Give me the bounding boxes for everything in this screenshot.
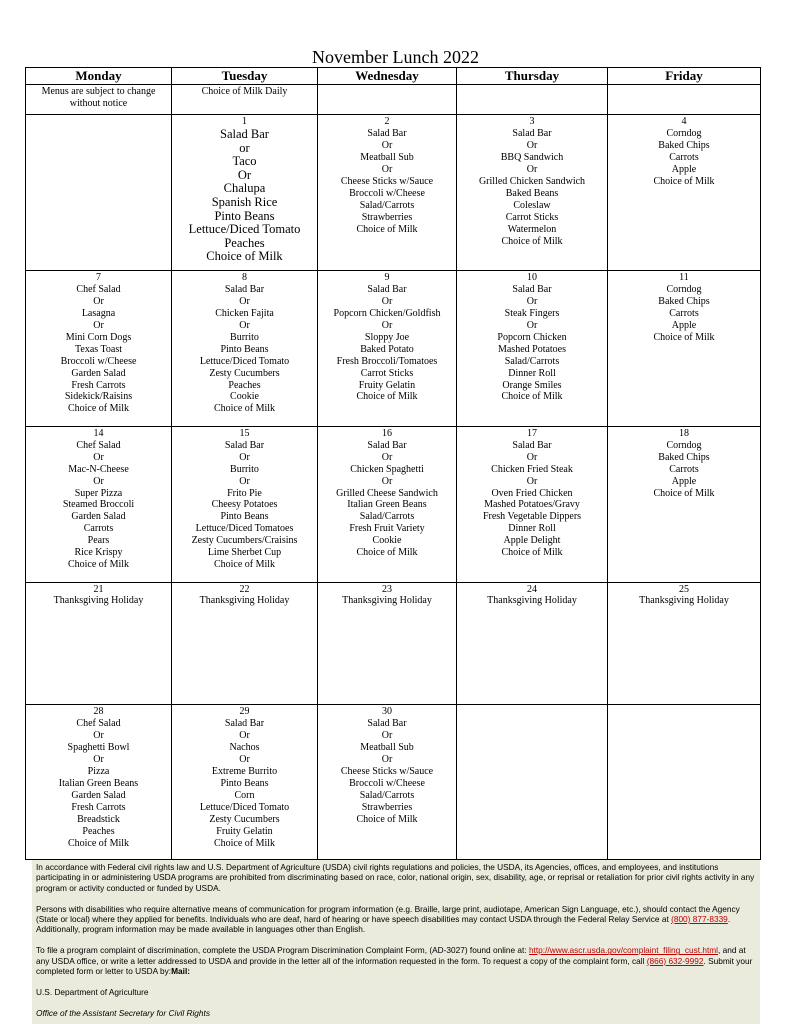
menu-item: Oven Fried Chicken (491, 487, 573, 499)
menu-item: Meatball Sub (360, 742, 414, 754)
menu-item: BBQ Sandwich (500, 152, 564, 163)
statement-paragraph (36, 1008, 756, 1018)
menu-item: Choice of Milk (67, 403, 130, 415)
menu-item: Broccoli w/Cheese (349, 187, 425, 199)
week-row (26, 270, 761, 426)
menu-item: Lettuce/Diced Tomato (188, 223, 301, 237)
day-cell-wednesday (318, 582, 457, 705)
menu-item: Baked Beans (505, 187, 559, 199)
day-cell-thursday (457, 426, 608, 582)
statement-paragraph (36, 904, 756, 935)
menu-item: Choice of Milk (356, 547, 418, 559)
day-header-monday: Monday (26, 68, 172, 85)
menu-item: Salad/Carrots (359, 199, 415, 211)
menu-item: or (239, 141, 250, 155)
menu-item: Or (93, 753, 104, 765)
office-name: Office of the Assistant Secretary for Civil Rights (36, 1007, 210, 1018)
menu-item: Choice of Milk (501, 547, 563, 559)
menu-list (319, 271, 455, 403)
note-cell (172, 85, 318, 115)
day-cell-tuesday (172, 270, 318, 426)
menu-list (173, 427, 316, 571)
lunch-calendar (25, 67, 761, 860)
menu-item: Zesty Cucumbers (209, 813, 280, 825)
menu-item: Choice of Milk (213, 837, 276, 849)
menu-item: Carrots (83, 523, 114, 535)
day-cell-thursday (457, 115, 608, 271)
menu-item: Garden Salad (71, 789, 126, 801)
date-number: 10 (527, 271, 537, 283)
menu-item: Nachos (229, 742, 260, 754)
menu-item: Peaches (228, 379, 261, 391)
note-cell (608, 85, 761, 115)
date-number: 23 (382, 583, 392, 595)
week-row (26, 115, 761, 271)
menu-item: Burrito (230, 463, 259, 475)
statement-text: . Additionally, program information may be made available in languages other than English. (36, 914, 731, 935)
menu-list (173, 583, 316, 608)
menu-item: Or (526, 319, 538, 331)
menu-item: Fruity Gelatin (358, 379, 416, 391)
menu-item: Corndog (666, 283, 702, 295)
note-cell (457, 85, 608, 115)
menu-item: Salad Bar (367, 439, 407, 451)
menu-item: Fresh Carrots (71, 801, 126, 813)
complaint-form-link[interactable]: http://www.ascr.usda.gov/complaint_filing_cust.html (528, 945, 719, 956)
menu-item: Apple Delight (503, 535, 561, 547)
menu-item: Meatball Sub (360, 152, 414, 163)
day-header-thursday: Thursday (457, 68, 608, 85)
menu-item: Or (93, 451, 104, 463)
menu-item: Salad/Carrots (359, 511, 415, 523)
day-cell-wednesday (318, 705, 457, 860)
menu-item: Chalupa (223, 182, 266, 196)
menu-item: Baked Chips (658, 295, 710, 307)
date-number: 11 (679, 271, 689, 283)
note-line: Menus are subject to change (41, 86, 156, 97)
week-row (26, 705, 761, 860)
day-cell-friday (608, 115, 761, 271)
menu-list (319, 583, 455, 608)
menu-list (609, 271, 759, 344)
menu-item: Mini Corn Dogs (65, 331, 132, 343)
menu-item: Sloppy Joe (364, 331, 410, 343)
menu-item: Or (381, 753, 393, 765)
day-cell-tuesday (172, 582, 318, 705)
menu-item: Pinto Beans (214, 209, 275, 223)
menu-item: Salad Bar (224, 718, 265, 730)
menu-list (27, 271, 170, 415)
menu-item: Popcorn Chicken/Goldfish (333, 307, 441, 319)
menu-list (458, 705, 606, 706)
day-cell-friday (608, 270, 761, 426)
menu-item: Thanksgiving Holiday (199, 595, 290, 607)
day-cell-wednesday (318, 270, 457, 426)
menu-item: Fresh Broccoli/Tomatoes (336, 355, 438, 367)
menu-item: Salad Bar (220, 128, 269, 142)
menu-item: Or (381, 730, 393, 742)
week-row (26, 426, 761, 582)
menu-item: Salad/Carrots (359, 789, 415, 801)
menu-item: Baked Chips (658, 451, 710, 463)
day-header-wednesday: Wednesday (318, 68, 457, 85)
day-cell-thursday (457, 705, 608, 860)
menu-item: Chicken Spaghetti (350, 463, 424, 475)
menu-item: Sidekick/Raisins (64, 391, 133, 403)
menu-item: Fresh Carrots (71, 379, 126, 391)
menu-item: Or (526, 475, 538, 487)
menu-item: Chicken Fried Steak (491, 463, 573, 475)
date-number: 17 (527, 427, 537, 439)
statement-text: In accordance with Federal civil rights law and U.S. Department of Agriculture (USDA) civil rights regulations and policies, the USDA, its Agencies, offices, and employees, and institutions participating in or administering USDA programs are prohibited from discriminating based on race, color, national origin, sex, disability, age, or reprisal or retaliation for prior civil rights activity in any program or activity conducted or funded by USDA. (36, 862, 755, 893)
menu-list (319, 705, 455, 826)
day-cell-tuesday (172, 705, 318, 860)
menu-list (27, 583, 170, 608)
date-number: 22 (239, 583, 250, 595)
relay-phone-link[interactable]: (800) 877-8339 (671, 914, 728, 925)
menu-item: Choice of Milk (213, 559, 276, 571)
menu-item: Salad Bar (367, 718, 407, 730)
menu-item: Strawberries (361, 211, 413, 223)
menu-list (458, 583, 606, 608)
menu-item: Fruity Gelatin (216, 825, 273, 837)
date-number: 4 (681, 116, 687, 128)
menu-item: Cookie (230, 391, 259, 403)
menu-item: Corndog (666, 439, 702, 451)
day-cell-friday (608, 426, 761, 582)
day-cell-thursday (457, 270, 608, 426)
statement-paragraph (36, 862, 756, 893)
menu-item: Carrots (669, 152, 699, 163)
menu-item: Cheesy Potatoes (211, 499, 278, 511)
menu-item: Watermelon (507, 223, 557, 235)
menu-item: Salad Bar (367, 128, 407, 140)
note-cell (318, 85, 457, 115)
statement-paragraph (36, 987, 756, 997)
menu-item: Thanksgiving Holiday (53, 595, 144, 607)
menu-item: Or (381, 163, 393, 175)
menu-list (27, 115, 170, 116)
menu-item: Chef Salad (76, 718, 121, 730)
menu-item: Mac-N-Cheese (68, 463, 129, 475)
menu-list (458, 427, 606, 559)
menu-item: Taco (232, 155, 257, 169)
menu-item: Choice of Milk (501, 391, 563, 403)
menu-item: Italian Green Beans (347, 499, 427, 511)
week-row (26, 582, 761, 705)
menu-item: Choice of Milk (653, 487, 715, 499)
menu-item: Or (93, 295, 104, 307)
menu-list (173, 271, 316, 415)
date-number: 3 (529, 116, 535, 128)
menu-item: Carrot Sticks (360, 367, 414, 379)
menu-item: Choice of Milk (653, 175, 715, 187)
menu-list (458, 271, 606, 403)
menu-item: Mashed Potatoes/Gravy (484, 499, 580, 511)
menu-item: Dinner Roll (508, 367, 556, 379)
menu-item: Pinto Beans (220, 511, 269, 523)
day-cell-thursday (457, 582, 608, 705)
day-header-tuesday: Tuesday (172, 68, 318, 85)
menu-item: Pears (87, 535, 110, 547)
date-number: 15 (239, 427, 250, 439)
menu-item: Breadstick (77, 813, 120, 825)
menu-item: Lime Sherbet Cup (207, 547, 282, 559)
day-cell-monday (26, 582, 172, 705)
menu-item: Apple (671, 319, 697, 331)
menu-item: Or (381, 451, 393, 463)
menu-item: Thanksgiving Holiday (342, 595, 432, 607)
statement-paragraph (36, 945, 756, 976)
menu-list (27, 705, 170, 849)
menu-list (319, 115, 455, 236)
menu-item: Or (239, 451, 250, 463)
menu-item: Lettuce/Diced Tomato (199, 355, 290, 367)
menu-item: Spanish Rice (211, 196, 278, 210)
menu-item: Garden Salad (71, 511, 126, 523)
menu-item: Chef Salad (76, 283, 121, 295)
date-number: 2 (384, 116, 390, 128)
menu-item: Carrot Sticks (505, 211, 559, 223)
menu-item: Zesty Cucumbers (209, 367, 280, 379)
menu-item: Corndog (666, 128, 702, 140)
menu-item: Baked Chips (658, 140, 710, 152)
menu-item: Mashed Potatoes (497, 343, 567, 355)
menu-item: Or (381, 319, 393, 331)
day-cell-tuesday (172, 115, 318, 271)
menu-item: Or (381, 295, 393, 307)
menu-list (27, 427, 170, 571)
menu-item: Or (237, 168, 252, 182)
day-cell-friday (608, 582, 761, 705)
menu-item: Choice of Milk (356, 813, 418, 825)
menu-item: Cheese Sticks w/Sauce (340, 765, 434, 777)
menu-item: Salad Bar (512, 439, 552, 451)
menu-item: Choice of Milk (67, 559, 130, 571)
date-number: 7 (96, 271, 101, 283)
menu-item: Grilled Cheese Sandwich (336, 487, 438, 499)
menu-item: Or (239, 475, 250, 487)
day-cell-friday (608, 705, 761, 860)
menu-item: Baked Potato (360, 343, 414, 355)
menu-item: Chef Salad (76, 439, 121, 451)
menu-item: Chicken Fajita (215, 307, 274, 319)
menu-list (319, 427, 455, 559)
day-cell-wednesday (318, 115, 457, 271)
menu-list (458, 115, 606, 247)
statement-text: To file a program complaint of discrimination, complete the USDA Program Discrimination Complaint Form, (AD-3027) found online at: (36, 945, 529, 956)
menu-item: Strawberries (361, 801, 413, 813)
menu-item: Apple (671, 163, 697, 175)
menu-item: Grilled Chicken Sandwich (478, 175, 586, 187)
note-line: Choice of Milk Daily (201, 86, 288, 97)
menu-item: Choice of Milk (206, 250, 283, 264)
date-number: 8 (242, 271, 247, 283)
page-title: November Lunch 2022 (312, 47, 479, 67)
day-header-row (26, 68, 761, 85)
menu-item: Lettuce/Diced Tomato (199, 801, 290, 813)
menu-item: Lettuce/Diced Tomatoes (195, 523, 294, 535)
menu-item: Frito Pie (227, 487, 262, 499)
menu-list (609, 705, 759, 706)
menu-list (609, 427, 759, 500)
menu-item: Choice of Milk (356, 223, 418, 235)
menu-item: Texas Toast (74, 343, 123, 355)
menu-item: Garden Salad (71, 367, 126, 379)
menu-list (609, 115, 759, 188)
menu-item: Rice Krispy (74, 547, 123, 559)
menu-item: Salad Bar (224, 283, 265, 295)
menu-list (173, 115, 316, 264)
menu-list (173, 705, 316, 849)
menu-item: Or (526, 163, 538, 175)
usda-nondiscrimination-statement (32, 860, 760, 1024)
menu-item: Apple (671, 475, 697, 487)
menu-item: Salad/Carrots (504, 355, 560, 367)
statement-text: , and at any USDA office, or write a letter addressed to USDA and provide in the letter all of the information requested in the form. To request a copy of the complaint form, call (36, 945, 746, 966)
date-number: 29 (239, 706, 250, 718)
notes-row (26, 85, 761, 115)
menu-item: Broccoli w/Cheese (349, 777, 425, 789)
date-number: 21 (93, 583, 104, 595)
day-cell-wednesday (318, 426, 457, 582)
menu-item: Cookie (372, 535, 402, 547)
menu-item: Cheese Sticks w/Sauce (340, 175, 434, 187)
menu-item: Or (239, 753, 250, 765)
date-number: 30 (382, 706, 392, 718)
date-number: 28 (93, 706, 104, 718)
day-header-friday: Friday (608, 68, 761, 85)
menu-item: Salad Bar (224, 439, 265, 451)
menu-item: Steak Fingers (504, 307, 560, 319)
menu-item: Or (93, 730, 104, 742)
menu-item: Fresh Fruit Variety (349, 523, 425, 535)
date-number: 16 (382, 427, 392, 439)
menu-list (609, 583, 759, 608)
note-line: without notice (69, 98, 128, 109)
menu-item: Or (381, 475, 393, 487)
menu-item: Pinto Beans (220, 777, 269, 789)
menu-item: Or (239, 319, 250, 331)
note-cell (26, 85, 172, 115)
menu-item: Corn (234, 789, 255, 801)
statement-text: Persons with disabilities who require alternative means of communication for program information (e.g. Braille, large print, audiotape, American Sign Language, etc.), should contact the Agency (State or local) where they applied for benefits. Individuals who are deaf, hard of hearing or have speech disabilities may contact USDA through the Federal Relay Service at (36, 903, 740, 925)
menu-item: Italian Green Beans (58, 777, 139, 789)
menu-item: Dinner Roll (508, 523, 556, 535)
menu-item: Or (526, 140, 538, 152)
menu-item: Thanksgiving Holiday (487, 595, 577, 607)
menu-item: Orange Smiles (502, 379, 562, 391)
date-number: 25 (679, 583, 689, 595)
date-number: 18 (679, 427, 689, 439)
menu-item: Or (93, 475, 104, 487)
date-number: 24 (527, 583, 537, 595)
menu-item: Lasagna (81, 307, 116, 319)
menu-item: Choice of Milk (653, 331, 715, 343)
menu-item: Popcorn Chicken (497, 331, 567, 343)
date-number: 9 (384, 271, 390, 283)
menu-item: Extreme Burrito (211, 765, 278, 777)
day-cell-monday (26, 115, 172, 271)
menu-item: Broccoli w/Cheese (60, 355, 137, 367)
menu-item: Salad Bar (367, 283, 407, 295)
menu-item: Pizza (87, 765, 110, 777)
menu-item: Or (93, 319, 104, 331)
date-number: 14 (93, 427, 104, 439)
menu-item: Or (239, 295, 250, 307)
menu-item: Thanksgiving Holiday (639, 595, 729, 607)
menu-item: Pinto Beans (220, 343, 269, 355)
agency-name: U.S. Department of Agriculture (36, 986, 149, 997)
menu-item: Carrots (669, 463, 699, 475)
menu-item: Zesty Cucumbers/Craisins (191, 535, 298, 547)
menu-item: Peaches (82, 825, 115, 837)
menu-item: Peaches (224, 236, 265, 250)
menu-item: Burrito (230, 331, 259, 343)
menu-item: Steamed Broccoli (62, 499, 135, 511)
menu-item: Super Pizza (74, 487, 123, 499)
menu-item: Coleslaw (513, 199, 551, 211)
menu-item: Spaghetti Bowl (67, 742, 130, 754)
day-cell-monday (26, 705, 172, 860)
statement-text: . Submit your completed form or letter to USDA by: (36, 955, 753, 977)
day-cell-tuesday (172, 426, 318, 582)
menu-item: Salad Bar (512, 283, 552, 295)
menu-item: Choice of Milk (501, 235, 563, 247)
menu-item: Or (526, 295, 538, 307)
menu-item: Or (526, 451, 538, 463)
menu-item: Choice of Milk (213, 403, 276, 415)
menu-item: Fresh Vegetable Dippers (482, 511, 582, 523)
day-cell-monday (26, 426, 172, 582)
day-cell-monday (26, 270, 172, 426)
menu-item: Salad Bar (512, 128, 552, 140)
menu-item: Choice of Milk (67, 837, 130, 849)
mail-label: Mail: (171, 966, 191, 977)
complaint-phone-link[interactable]: (866) 632-9992 (646, 955, 704, 966)
menu-item: Carrots (669, 307, 699, 319)
date-number: 1 (242, 116, 247, 128)
menu-item: Or (239, 730, 250, 742)
menu-item: Choice of Milk (356, 391, 418, 403)
menu-item: Or (381, 140, 393, 152)
